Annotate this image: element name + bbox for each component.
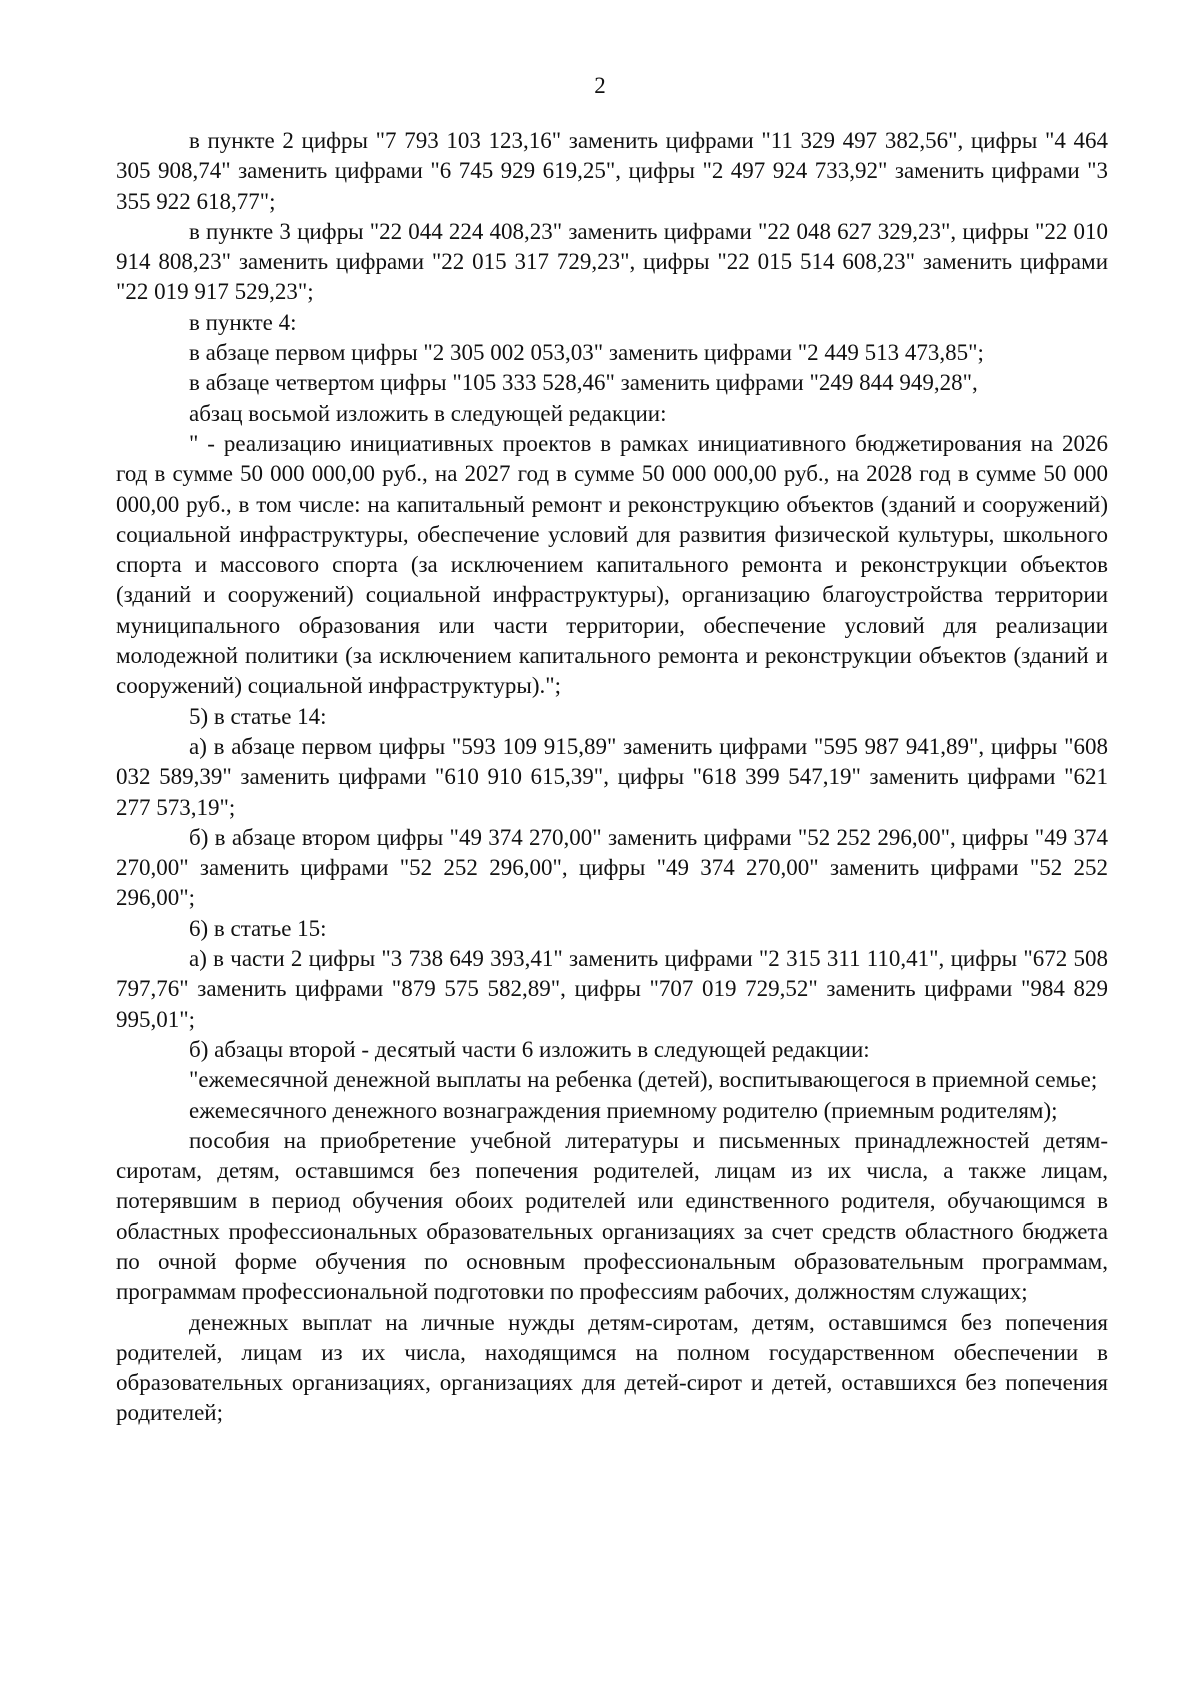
- paragraph: 5) в статье 14:: [189, 703, 327, 729]
- document-body: [116, 126, 1108, 1429]
- paragraph: в абзаце четвертом цифры "105 333 528,46" заменить цифрами "249 844 949,28",: [189, 370, 978, 396]
- paragraph: " - реализацию инициативных проектов в рамках инициативного бюджетирования на 2026 год в сумме 50 000 000,00 руб., на 2027 год в сумме 50 000 000,00 руб., на 2028 год в сумме 50 000 000,00 руб., в том числе: на капитальный ремонт и реконструкцию объектов (зданий и сооружений) социальной инфраструктуры, обеспечение условий для развития физической культуры, школьного спорта и массового спорта (за исключением капитального ремонта и реконструкции объектов (зданий и сооружений) социальной инфраструктуры), организацию благоустройства территории муниципального образования или части территории, обеспечение условий для реализации молодежной политики (за исключением капитального ремонта и реконструкции объектов (зданий и сооружений) социальной инфраструктуры).";: [116, 430, 1108, 699]
- paragraph: денежных выплат на личные нужды детям-сиротам, детям, оставшимся без попечения родителей, лицам из их числа, находящимся на полном государственном обеспечении в образовательных организациях, организациях для детей-сирот и детей, оставшихся без попечения родителей;: [116, 1309, 1108, 1426]
- paragraph: в пункте 2 цифры "7 793 103 123,16" заменить цифрами "11 329 497 382,56", цифры "4 464 305 908,74" заменить цифрами "6 745 929 619,25", цифры "2 497 924 733,92" заменить цифрами "3 355 922 618,77";: [116, 128, 1108, 214]
- paragraph: б) в абзаце втором цифры "49 374 270,00" заменить цифрами "52 252 296,00", цифры "49 374 270,00" заменить цифрами "52 252 296,00", цифры "49 374 270,00" заменить цифрами "52 252 296,00";: [116, 824, 1108, 911]
- page-number: 2: [594, 73, 606, 98]
- paragraph: в пункте 4:: [189, 309, 297, 335]
- paragraph: 6) в статье 15:: [189, 915, 327, 941]
- paragraph: а) в части 2 цифры "3 738 649 393,41" заменить цифрами "2 315 311 110,41", цифры "672 508 797,76" заменить цифрами "879 575 582,89", цифры "707 019 729,52" заменить цифрами "984 829 995,01";: [116, 946, 1108, 1032]
- paragraph: а) в абзаце первом цифры "593 109 915,89" заменить цифрами "595 987 941,89", цифры "608 032 589,39" заменить цифрами "610 910 615,39", цифры "618 399 547,19" заменить цифрами "621 277 573,19";: [116, 733, 1108, 820]
- paragraph: пособия на приобретение учебной литературы и письменных принадлежностей детям-сиротам, детям, оставшимся без попечения родителей, лицам из их числа, а также лицам, потерявшим в период обучения обоих родителей или единственного родителя, обучающимся в областных профессиональных образовательных организациях за счет средств областного бюджета по очной форме обучения по основным профессиональным образовательным программам, программам профессиональной подготовки по профессиям рабочих, должностям служащих;: [116, 1127, 1108, 1305]
- paragraph: в абзаце первом цифры "2 305 002 053,03" заменить цифрами "2 449 513 473,85";: [189, 340, 984, 366]
- paragraph: абзац восьмой изложить в следующей редакции:: [189, 400, 667, 426]
- paragraph: "ежемесячной денежной выплаты на ребенка (детей), воспитывающегося в приемной семье;: [189, 1067, 1098, 1093]
- paragraph: в пункте 3 цифры "22 044 224 408,23" заменить цифрами "22 048 627 329,23", цифры "22 010 914 808,23" заменить цифрами "22 015 317 729,23", цифры "22 015 514 608,23" заменить цифрами "22 019 917 529,23";: [116, 218, 1108, 305]
- paragraph: б) абзацы второй - десятый части 6 изложить в следующей редакции:: [189, 1036, 870, 1062]
- paragraph: ежемесячного денежного вознаграждения приемному родителю (приемным родителям);: [189, 1097, 1058, 1123]
